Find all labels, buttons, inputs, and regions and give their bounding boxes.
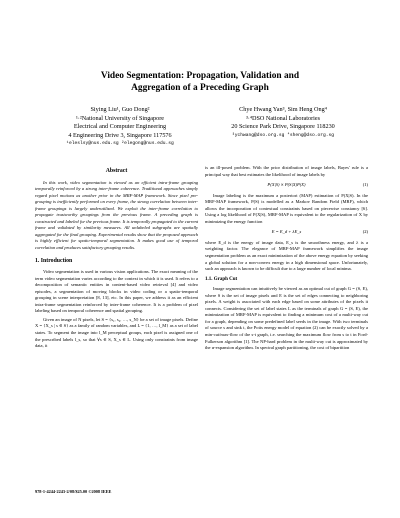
author-names: Chye Hwang Yan³, Sim Heng Ong⁴ [239,106,327,113]
body-paragraph: Video segmentation is used in various vision applications. The exact meaning of the term video segmentation varies according to the context in which it is used. It refers to a decomposition of semantic entities in content-based video retrieval [4] and video episodes, a segmentation of moving blocks in video coding or a spatio-temporal grouping in scene interpretation [8, 13], etc. In this paper, we address it as an efficient intra-frame segmentation reinforced by inter-frame coherence. It is a problem of pixel labeling based on temporal coherence and spatial grouping. [35,269,198,314]
body-paragraph: is an ill-posed problem. With the prior distribution of image labels, Bayes' rule is a principal way that best estimates the likelihood of image labels by [205,165,368,177]
author-affiliation: Electrical and Computer Engineering [73,123,167,131]
equation-1 [205,182,368,189]
author-email: ³ychwang@dso.org.sg ⁴sheng@dso.org.sg [232,132,334,138]
body-paragraph: where E_d is the energy of image data, E_s is the smoothness energy, and λ is a weighting factor. The elegance of MRF-MAP framework simplifies the image segmentation problem as an exact minimization of the above energy equation by seeking a global solution for a non-convex energy in a high dimensional space. Unfortunately, such an approach is known to be difficult due to a large number of local minima. [205,239,368,272]
body-paragraph: Image labeling is the maximum a posteriori (MAP) estimation of P(X|S). In the MRF-MAP framework, P(S) is modelled as a Markov Random Field (MRF), which allows the incorporation of contextual constraints based on piecewise constancy [6]. Using a log likelihood of P(X|S), MRF-MAP is equivalent to the regularization of X by minimizing the energy function [205,192,368,224]
body-paragraph: Image segmentation can intuitively be viewed as an optimal cut of graph G = (S, E), where S is the set of image pixels and E is the set of edges connecting to neighboring pixels. A weight is associated with each edge based on some attributes of the pixels it connects. Considering the set of label states L as the terminals of graph G = (S, E), the minimization of MRF-MAP is equivalent to finding a minimum cost of a multi-way cut for a graph, depending on some predefined label seeds in the image. With two terminals of source s and sink t, the Potts energy model of equation (2) can be exactly solved by a min-cut/max-flow of the s-t graph, i.e. searching the maximum flow from s to t in Ford-Fulkerson algorithm [1]. The NP-hard problem in the multi-way cut is approximated by the α-expansion algorithm. In spectral graph partitioning, the cost of bipartition [205,286,368,351]
abstract-heading: Abstract [105,168,128,174]
equation-body: P(X|S) ∝ P(S|X)P(X) [267,182,306,188]
equation-number: (2) [362,229,368,235]
author-address: 20 Science Park Drive, Singapore 118230 [231,123,335,131]
equation-number: (1) [362,182,368,188]
author-block-right [203,106,363,140]
equation-body: E = E_d + λE_s [271,229,302,235]
author-affiliation: ¹·²National University of Singapore [75,114,165,122]
author-names: Siying Liu¹, Guo Dong² [90,106,150,113]
abstract-text: In this work, video segmentation is viewed as an efficient intra-frame grouping temporally reinforced by a strong inter-frame coherence. Traditional approaches simply regard pixel motions as another prior in the MRF-MAP framework. Since pixel pre-grouping is inefficiently performed on every frame, the strong correlation between inter-frame groupings is largely underutilized. We exploit the inter-frame correlation to propagate trustworthy groupings from the previous frame. A preceding graph is constructed and labeled for the previous frame. It is temporally propagated to the current frame and validated by similarity measures. All unlabeled subgraphs are spatially aggregated for the final grouping. Experimental results show that the proposed approach is highly efficient for spatio-temporal segmentation. It makes good use of temporal correlation and produces satisfactory grouping results. [35,179,198,251]
author-block-left [40,106,200,149]
left-column [35,166,198,352]
equation-2 [205,229,368,236]
author-address: 4 Engineering Drive 3, Singapore 117576 [68,131,172,139]
title-line-2: Aggregation of a Preceding Graph [131,83,269,93]
author-affiliation: ³·⁴DSO National Laboratories [245,114,321,122]
body-paragraph: Given an image of N pixels, let S = {s₁, s₂, …, s_N} be a set of image pixels. Define X = {X_s | s ∈ S} as a family of random variables, and L = {1, …, l_M} as a set of label states. To segment the image into l_M perceptual groups, each pixel is assigned one of the prescribed labels l_s, so that ∀s ∈ S, X_s ∈ L. Using only constraints from image data, it [35,316,198,349]
subsection-heading: 1.1. Graph Cut [205,276,238,282]
author-email: ¹eleslsy@nus.edu.sg ²elegong@nus.edu.sg [66,141,174,147]
right-column [205,165,368,354]
section-heading: 1. Introduction [35,257,73,264]
copyright-footer: 978-1-4244-2243-2/08/$25.00 ©2008 IEEE [35,489,112,494]
paper-title [40,70,360,94]
title-line-1: Video Segmentation: Propagation, Validation and [100,71,300,81]
